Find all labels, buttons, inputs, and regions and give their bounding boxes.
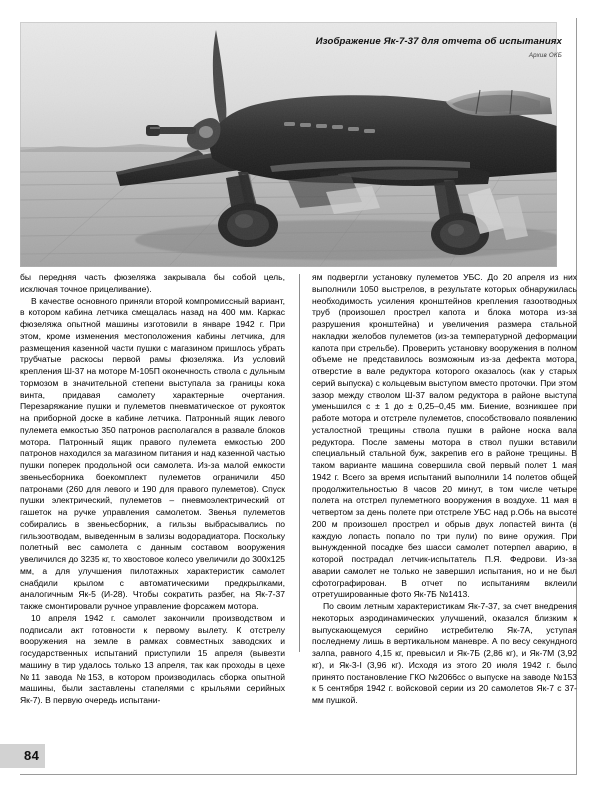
- page-number: 84: [24, 748, 40, 763]
- paragraph: В качестве основного приняли второй компромиссный вариант, в котором кабина летчика смещалась назад на 400 мм. Каркас фюзеляжа опытной машины изготовили в январе 1942 г. При этом, кроме изменения местоположения кабины летчика, для размещения казенной части пушки с магазином пришлось убрать трубчатые раскосы первой рамы фюзеляжа. Из условий крепления Ш-37 на моторе М-105П оконечность ствола с дульным тормозом в значительной степени выступала за границы кока винта, придавая самолету характерные очертания. Перезаряжание пушки и пулеметов пневматическое от рукояток на приборной доске в кабине летчика. Патронный ящик левого пулемета емкостью 350 патронов располагался в развале блоков мотора. Патронный ящик правого пулемета емкостью 200 патронов находился за магазином питания и над казенной частью пушки поперек продольной оси самолета. Из-за малой емкости звеньесборника боекомплект пулеметов ограничили 450 патронами (260 для левого и 190 для правого пулеметов). Спуск пушки электрический, пулеметов – пневмоэлектрический от гашеток на ручке управления самолетом. Звенья пулеметов собирались в звеньесборник, а гильзы выбрасывались по гильзоотводам, выведенным в зализы водорадиатора. Поскольку полетный вес самолета с данным составом вооружения увеличился до 3235 кг, то хвостовое колесо увеличили до 300х125 мм, а для улучшения пилотажных характеристик самолет снабдили крылом с автоматическими предкрылками, аналогичным Як-5 (И-28). Чтобы сократить разбег, на Як-7-37 также смонтировали ручное управление форсажем мотора.: [20, 295, 285, 611]
- text-column-right: [312, 272, 577, 730]
- photo-caption: [300, 36, 562, 59]
- page-border-bottom: [20, 774, 577, 775]
- paragraph: бы передняя часть фюзеляжа закрывала бы собой цель, исключая точное прицеливание).: [20, 272, 285, 294]
- paragraph: По своим летным характеристикам Як-7-37, за счет внедрения некоторых аэродинамических улучшений, оказался близким к выпускающемуся серийно истребителю Як-7А, уступая последнему лишь в вертикальном маневре. А по весу секундного залпа, равного 4,15 кг, превысил и Як-7Б (2,86 кг), и Як-7М (3,92 кг), и Як-3-I (3,96 кг). Исходя из этого 20 июля 1942 г. было принято постановление ГКО №2066сс о выпуске на заводе №153 к 5 сентября 1942 г. войсковой серии из 20 самолетов Як-7 с 37-мм пушкой.: [312, 601, 577, 705]
- column-divider: [299, 274, 300, 652]
- photo-caption-credit: Архив ОКБ: [528, 51, 562, 59]
- paragraph: ям подвергли установку пулеметов УБС. До 20 апреля из них выполнили 1050 выстрелов, в результате которых обнаружилась необходимость усиления кронштейнов крепления газоотводных труб (произошел прострел капота и блока мотора из-за разрушения кронштейна) и увеличения размера стальной накладки желобов пулеметов (из-за температурной деформации капота при стрельбе). Проверить установку вооружения в полном объеме не представилось возможным из-за дефекта мотора, отверстие в вале редуктора которого оказалось (как у старых серий выпуска) с кольцевым выступом вместо проточки. При этом зазор между стволом Ш-37 валом редуктора в районе выступа уменьшился с ± 1 до ± 0,25–0,45 мм. Биение, возникшее при работе мотора и отстреле пулеметов, способствовало появлению усталостной трещины ствола пушки в районе носка вала редуктора. После замены мотора в ствол пушки вставили специальный стальной буж, закрепив его в районе трещины. В таком варианте машина совершила свой первый полет 1 мая 1942 г. Всего за время испытаний выполнили 14 полетов общей продолжительностью 8 часов 20 минут, в том числе четыре полета на отстрел пулеметного вооружения в воздухе. 11 мая в четвертом за день полете при отстреле УБС над р.Обь на высоте 200 м произошел прострел и обрыв двух лопастей винта (в каждую лопасть попало по три пули) по вине оружия. При вынужденной посадке без шасси самолет потерпел аварию, в которой пострадал летчик-испытатель П.Я. Федрови. Из-за аварии самолет не только не завершил испытания, но и не был сфотографирован. В отчет по испытаниям вклеили отретушированные фото Як-7Б №1413.: [312, 272, 577, 600]
- article-body: [20, 272, 577, 730]
- text-column-left: [20, 272, 285, 730]
- photo-caption-title: Изображение Як-7-37 для отчета об испытаниях: [315, 36, 562, 47]
- paragraph: 10 апреля 1942 г. самолет закончили производством и подписали акт готовности к первому вылету. К отстрелу вооружения на земле в рамках совместных заводских и государственных испытаний приступили 15 апреля (вывезти машину в тир удалось только 13 апреля, так как проходы в цехе №11 завода №153, в котором производилась сборка опытной машины, были заставлены стапелями с крыльями серийных Як-7). В первую очередь испытани-: [20, 612, 285, 705]
